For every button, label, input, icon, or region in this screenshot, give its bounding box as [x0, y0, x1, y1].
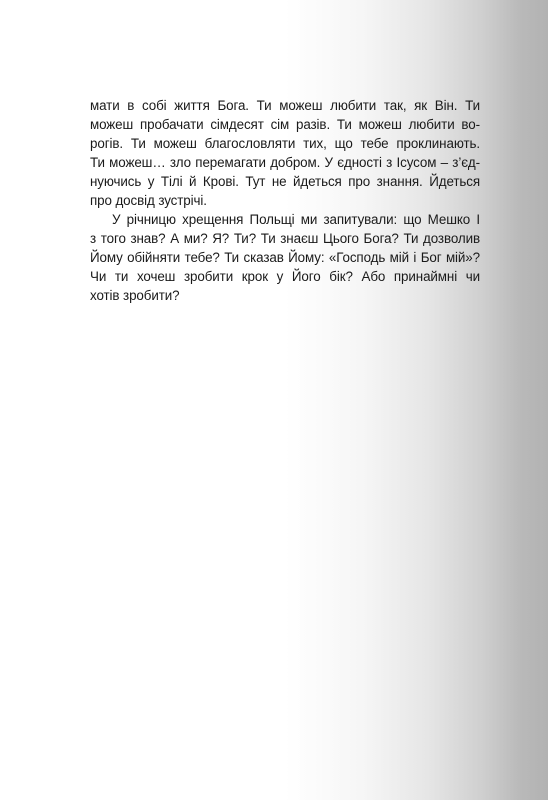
text-line: Ти можеш… зло перемагати добром. У єдності з Ісусом – з’єд- — [90, 155, 480, 170]
text-line: з того знав? А ми? Я? Ти? Ти знаєш Цього Бога? Ти дозволив — [90, 231, 480, 246]
text-line: У річницю хрещення Польщі ми запитували: що Мешко І — [112, 212, 480, 227]
document-page — [90, 96, 480, 305]
text-line: Чи ти хочеш зробити крок у Його бік? Або принаймні чи — [90, 269, 480, 284]
text-line: Йому обійняти тебе? Ти сказав Йому: «Господь мій і Бог мій»? — [90, 250, 480, 265]
text-line: нуючись у Тілі й Крові. Тут не йдеться про знання. Йдеться — [90, 174, 480, 189]
paragraph-2 — [90, 210, 480, 305]
text-line: про досвід зустрічі. — [90, 193, 207, 208]
paragraph-1 — [90, 96, 480, 210]
text-line: мати в собі життя Бога. Ти можеш любити так, як Він. Ти — [90, 98, 480, 113]
text-line: хотів зробити? — [90, 288, 180, 303]
text-line: можеш пробачати сімдесят сім разів. Ти можеш любити во- — [90, 117, 480, 132]
text-line: рогів. Ти можеш благословляти тих, що тебе проклинають. — [90, 136, 480, 151]
